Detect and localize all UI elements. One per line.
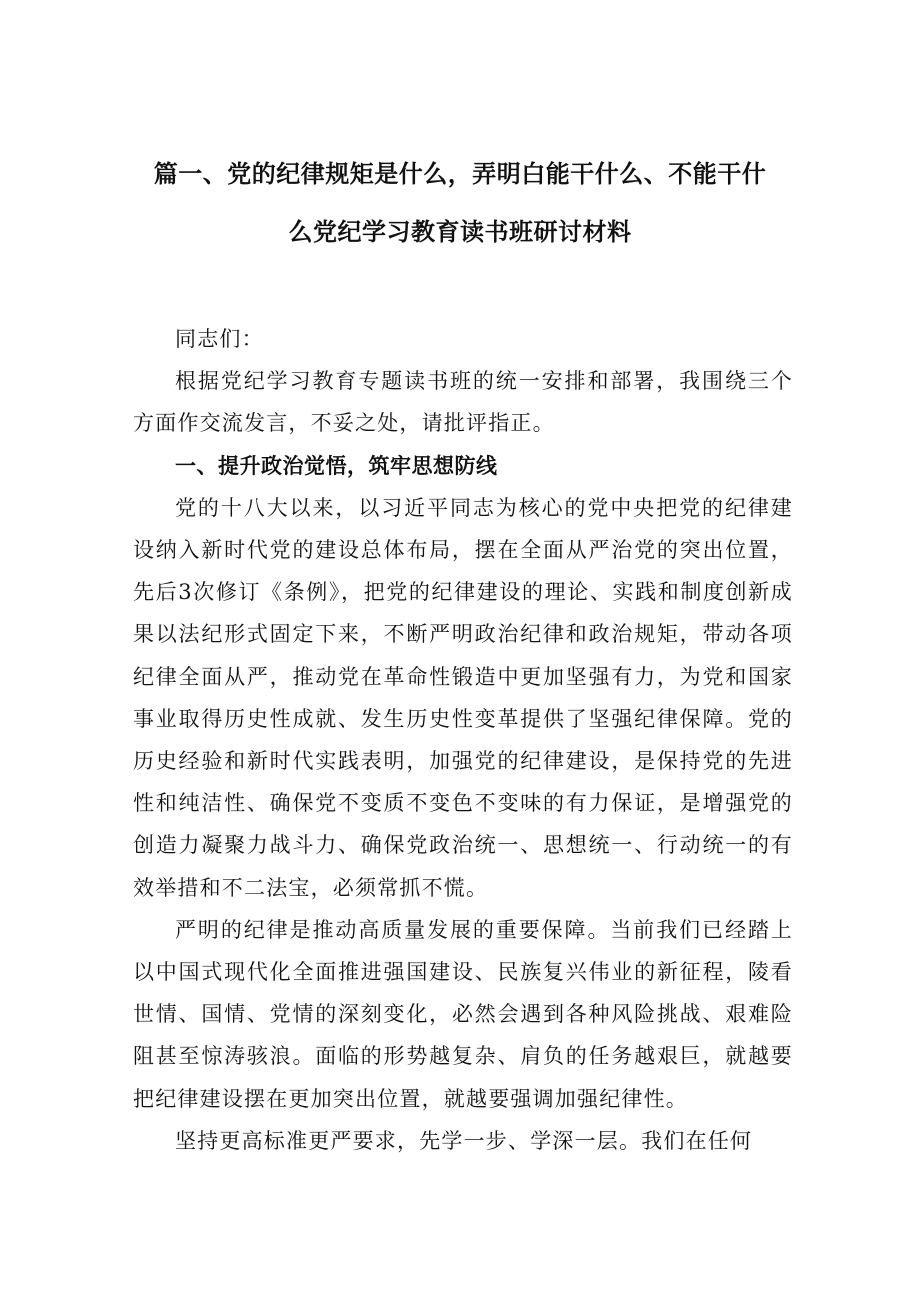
body-paragraph: 严明的纪律是推动高质量发展的重要保障。当前我们已经踏上以中国式现代化全面推进强国建设、民族复兴伟业的新征程，陵看世情、国情、党情的深刻变化，必然会遇到各种风险挑战、艰难险阻甚至惊涛骇浪。面临的形势越复杂、肩负的任务越艰巨，就越要把纪律建设摆在更加突出位置，就越要强调加强纪律性。 [133, 917, 793, 1111]
section-heading: 一、提升政治觉悟，筑牢思想防线 [175, 453, 498, 478]
intro-paragraph: 根据党纪学习教育专题读书班的统一安排和部署，我围绕三个方面作交流发言，不妥之处，请批评指正。 [133, 369, 793, 436]
body-paragraph: 坚持更高标准更严要求，先学一步、学深一层。我们在任何 [175, 1128, 753, 1153]
document-body [133, 318, 793, 1162]
salutation: 同志们： [175, 327, 264, 351]
document-title-line-1: 篇一、党的纪律规矩是什么，弄明白能干什么、不能干什 [153, 160, 767, 188]
document-title-line-2: 么党纪学习教育读书班研讨材料 [288, 218, 632, 246]
body-paragraph: 党的十八大以来，以习近平同志为核心的党中央把党的纪律建设纳入新时代党的建设总体布局，摆在全面从严治党的突出位置，先后3次修订《条例》，把党的纪律建设的理论、实践和制度创新成果以法纪形式固定下来，不断严明政治纪律和政治规矩，带动各项纪律全面从严，推动党在革命性锻造中更加坚强有力，为党和国家事业取得历史性成就、发生历史性变革提供了坚强纪律保障。党的历史经验和新时代实践表明，加强党的纪律建设，是保持党的先进性和纯洁性、确保党不变质不变色不变味的有力保证，是增强党的创造力凝聚力战斗力、确保党政治统一、思想统一、行动统一的有效举措和不二法宝，必须常抓不慌。 [133, 495, 793, 900]
